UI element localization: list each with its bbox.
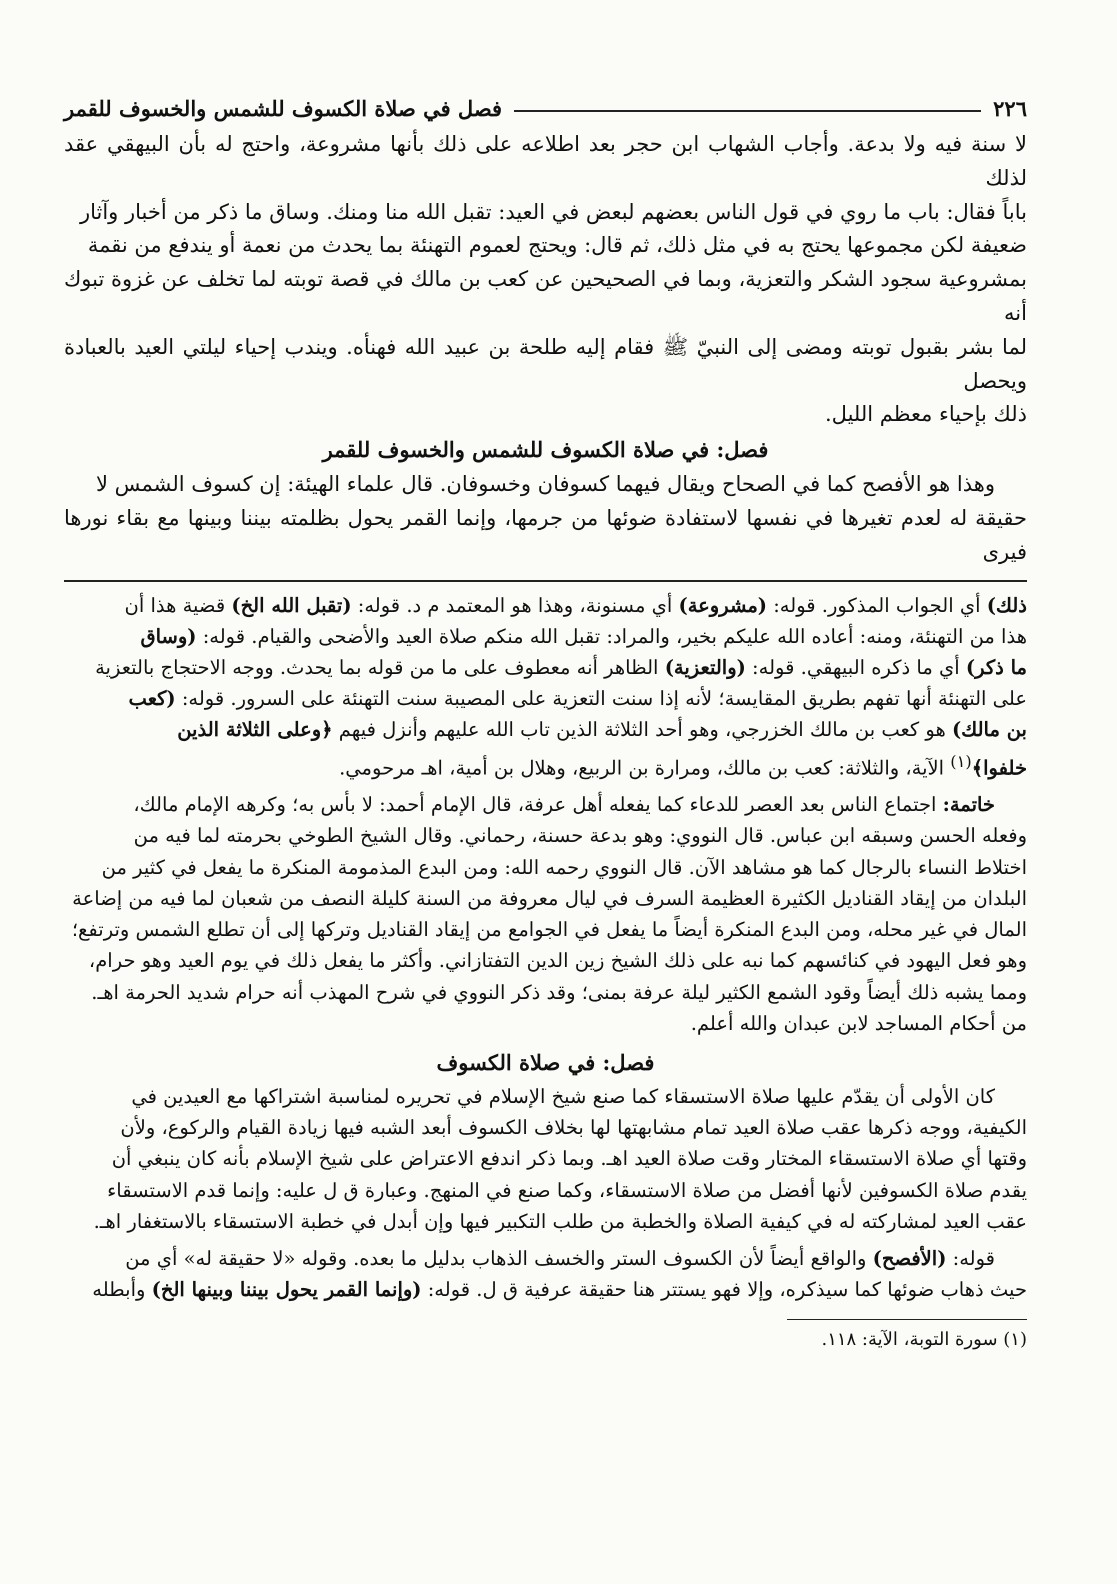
note-line: حيث ذهاب ضوئها كما سيذكره، وإلا فهو يستتر هنا حقيقة عرفية ق ل. قوله: (وإنما القمر يحول بيننا وبينها الخ) وأبطله: [92, 1278, 1027, 1302]
commentary-divider: [64, 580, 1027, 582]
main-line: ذلك بإحياء معظم الليل.: [825, 402, 1027, 427]
section-heading: فصل: في صلاة الكسوف للشمس والخسوف للقمر: [322, 437, 769, 463]
note-line: قوله: (الأفصح) والواقع أيضاً لأن الكسوف الستر والخسف الذهاب بدليل ما بعده. وقوله «لا حقيقة له» أي من: [125, 1246, 995, 1270]
note-line: ومما يشبه ذلك أيضاً وقود الشمع الكثير ليلة عرفة بمنى؛ وقد ذكر النووي في شرح المهذب أنه حرام شديد الحرمة اهـ.: [91, 980, 1027, 1004]
note-line: يقدم صلاة الكسوفين لأنها أفضل من صلاة الاستسقاء، وكما صنع في المنهج. وعبارة ق ل عليه: وإنما قدم الاستسقاء: [107, 1178, 1027, 1202]
note-line: من أحكام المساجد لابن عبدان والله أعلم.: [690, 1011, 1027, 1035]
note-line: اختلاط النساء بالرجال كما هو مشاهد الآن. قال النووي رحمه الله: ومن البدع المذمومة المنكرة ما يفعل في كثير من: [101, 855, 1027, 879]
note-line: وقتها أي صلاة الاستسقاء المختار وقت صلاة العيد اهـ. وبما ذكر اندفع الاعتراض على شيخ الإسلام بأنه كان ينبغي أن: [111, 1147, 1027, 1171]
note-line: كان الأولى أن يقدّم عليها صلاة الاستسقاء كما صنع شيخ الإسلام في تحريره لمناسبة اشتراكها مع العيدين في: [131, 1084, 995, 1108]
main-line: بمشروعية سجود الشكر والتعزية، وبما في الصحيحين عن كعب بن مالك في قصة توبته لما تخلف عن غزوة تبوك أنه: [64, 267, 1027, 325]
main-line: وهذا هو الأفصح كما في الصحاح ويقال فيهما كسوفان وخسوفان. قال علماء الهيئة: إن كسوف الشمس لا: [96, 472, 995, 497]
footnote-rule: [787, 1319, 1027, 1320]
main-line: ضعيفة لكن مجموعها يحتج به في مثل ذلك، ثم قال: ويحتج لعموم التهنئة بما يحدث من نعمة أو يندفع من نقمة: [87, 233, 1027, 258]
commentary-block: [64, 1243, 1027, 1305]
main-line: لما بشر بقبول توبته ومضى إلى النبيّ ﷺ فقام إليه طلحة بن عبيد الله فهنأه. ويندب إحياء ليلتي العيد بالعبادة ويحصل: [64, 334, 1027, 393]
main-line: لا سنة فيه ولا بدعة. وأجاب الشهاب ابن حجر بعد اطلاعه على ذلك بأنها مشروعة، واحتج له بأن البيهقي عقد لذلك: [64, 132, 1027, 190]
running-header: [64, 94, 1027, 124]
note-line: عقب العيد لمشاركته له في كيفية الصلاة والخطبة من طلب التكبير فيها وإن أبدل في خطبة الاستسقاء بالاستغفار اهـ.: [93, 1209, 1027, 1233]
note-line: خاتمة: اجتماع الناس بعد العصر للدعاء كما يفعله أهل عرفة، قال الإمام أحمد: لا بأس به؛ وكرهه الإمام مالك،: [133, 793, 995, 817]
page-number: ٢٢٦: [993, 96, 1027, 121]
note-line: البلدان من إيقاد القناديل الكثيرة العظيمة السرف في ليال معروفة من السنة كليلة النصف من شعبان لما فيه من إضاعة: [72, 886, 1027, 910]
footnote-marker: (١): [950, 751, 972, 771]
footnote: (١) سورة التوبة، الآية: ١١٨.: [821, 1329, 1027, 1351]
note-line: وفعله الحسن وسبقه ابن عباس. قال النووي: وهو بدعة حسنة، رحماني. وقال الشيخ الطوخي بحرمته لما فيه من: [133, 824, 1027, 848]
note-line: ما ذكر) أي ما ذكره البيهقي. قوله: (والتعزية) الظاهر أنه معطوف على ما من قوله بما يحدث. ووجه الاحتجاج بالتعزية: [95, 655, 1027, 679]
note-line: على التهنئة أنها تفهم بطريق المقايسة؛ لأنه إذا سنت التعزية على المصيبة سنت التهنئة على السرور. قوله: (كعب: [128, 687, 1027, 711]
commentary-block: [64, 1081, 1027, 1237]
section-heading: فصل: في صلاة الكسوف: [436, 1049, 655, 1075]
note-line: وهو فعل اليهود في كنائسهم كما نبه على ذلك الشيخ زين الدين التفتازاني. وأكثر ما يفعل ذلك في يوم العيد وهو حرام،: [88, 949, 1027, 973]
main-line: حقيقة له لعدم تغيرها في نفسها لاستفادة ضوئها من جرمها، وإنما القمر يحول بظلمته بيننا وبينها مع بقاء نورها فيرى: [64, 505, 1027, 564]
note-line: بن مالك) هو كعب بن مالك الخزرجي، وهو أحد الثلاثة الذين تاب الله عليهم وأنزل فيهم ﴿وعلى الثلاثة الذين: [177, 718, 1027, 742]
main-text: [64, 128, 1027, 570]
main-line: باباً فقال: باب ما روي في قول الناس بعضهم لبعض في العيد: تقبل الله منا ومنك. وساق ما ذكر من أخبار وآثار: [79, 199, 1027, 224]
note-line: هذا من التهنئة، ومنه: أعاده الله عليكم بخير، والمراد: تقبل الله منكم صلاة العيد والأضحى والقيام. قوله: (وساق: [140, 624, 1027, 648]
commentary-block: [64, 590, 1027, 784]
note-line: خلفوا﴾$^{(١)}$ الآية، والثلاثة: كعب بن مالك، ومرارة بن الربيع، وهلال بن أمية، اهـ مرحومي.: [339, 751, 1027, 780]
commentary: [64, 590, 1027, 1306]
note-line: المال في غير محله، ومن البدع المنكرة أيضاً ما يفعل في الجوامع من إيقاد القناديل وتركها إلى أن تطلع الشمس وترتفع؛: [71, 918, 1027, 942]
header-rule: [514, 110, 981, 112]
running-title: فصل في صلاة الكسوف للشمس والخسوف للقمر: [64, 96, 503, 121]
note-line: الكيفية، ووجه ذكرها عقب صلاة العيد تمام مشابهتها لها بخلاف الكسوف أبعد الشبه فيها زيادة القيام والركوع، ولأن: [120, 1116, 1027, 1140]
note-line: ذلك) أي الجواب المذكور. قوله: (مشروعة) أي مسنونة، وهذا هو المعتمد م د. قوله: (تقبل الله الخ) قضية هذا أن: [124, 593, 1027, 617]
commentary-block-khatima: [64, 789, 1027, 1039]
